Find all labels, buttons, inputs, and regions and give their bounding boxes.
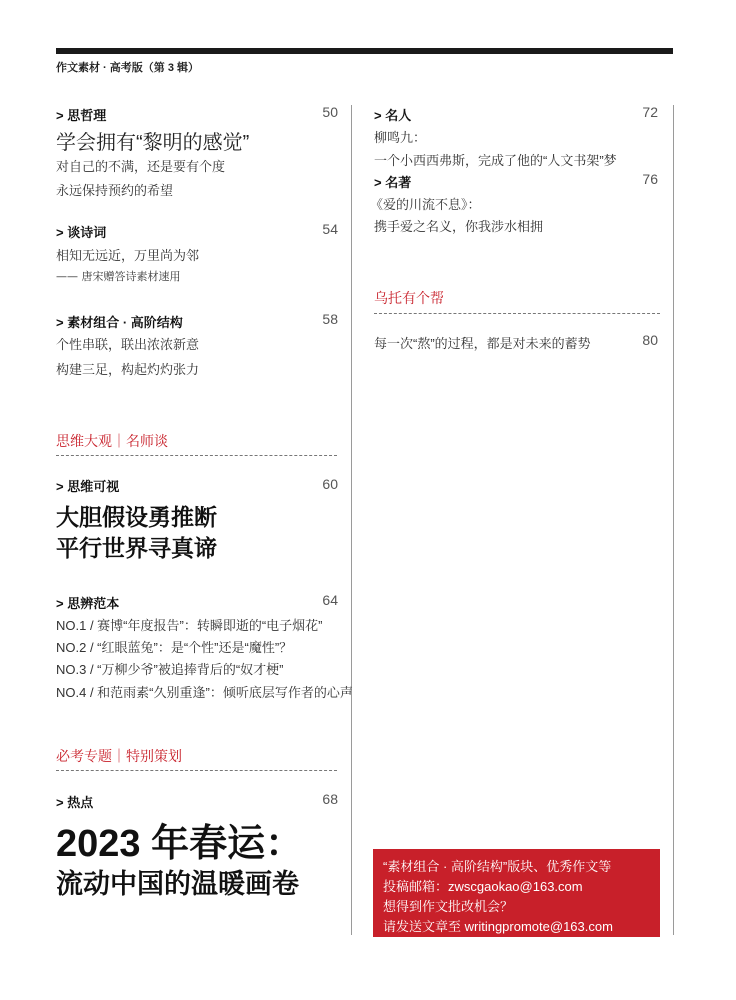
page-number: 50 bbox=[322, 104, 338, 120]
article-title[interactable]: NO.1 / 赛博“年度报告”：转瞬即逝的“电子烟花” bbox=[56, 618, 323, 633]
dashed-divider bbox=[56, 455, 337, 456]
section-heading-sucai: > 素材组合 · 高阶结构 bbox=[56, 315, 183, 330]
page-number: 54 bbox=[322, 221, 338, 237]
article-title[interactable]: 一个小西西弗斯，完成了他的“人文书架”梦 bbox=[374, 153, 617, 168]
feature-title[interactable]: 2023 年春运： bbox=[56, 823, 304, 865]
notice-line: 想得到作文批改机会？ bbox=[383, 899, 514, 914]
section-heading-mingren: > 名人 bbox=[374, 108, 412, 123]
notice-line: “素材组合 · 高阶结构”版块、优秀作文等 bbox=[383, 859, 612, 874]
section-heading-sibian: > 思辨范本 bbox=[56, 596, 120, 611]
page-number: 60 bbox=[322, 476, 338, 492]
right-edge-divider bbox=[673, 105, 674, 935]
article-title[interactable]: 《爱的川流不息》： bbox=[370, 197, 481, 212]
category-heading: 思维大观｜名师谈 bbox=[56, 433, 168, 449]
article-title[interactable]: 大胆假设勇推断 bbox=[56, 504, 217, 530]
article-title[interactable]: NO.3 / “万柳少爷”被追捧背后的“奴才梗” bbox=[56, 662, 284, 677]
article-title[interactable]: 构建三足，构起灼灼张力 bbox=[56, 362, 200, 377]
article-subline: 对自己的不满，还是要有个度 bbox=[56, 159, 226, 174]
section-heading-redian: > 热点 bbox=[56, 795, 94, 810]
article-subline: —— 唐宋赠答诗素材速用 bbox=[56, 270, 181, 283]
article-title[interactable]: NO.4 / 和范雨素“久别重逢”：倾听底层写作者的心声 bbox=[56, 685, 353, 700]
page-number: 80 bbox=[642, 332, 658, 348]
article-title[interactable]: NO.2 / “红眼蓝兔”：是“个性”还是“魔性”？ bbox=[56, 640, 293, 655]
category-heading: 必考专题｜特别策划 bbox=[56, 748, 182, 764]
page-number: 72 bbox=[642, 104, 658, 120]
page-number: 68 bbox=[322, 791, 338, 807]
dashed-divider bbox=[56, 770, 337, 771]
article-title[interactable]: 相知无远近，万里尚为邻 bbox=[56, 248, 200, 263]
category-heading: 乌托有个帮 bbox=[374, 290, 444, 306]
article-title[interactable]: 携手爱之名义，你我涉水相拥 bbox=[374, 219, 544, 234]
notice-email-line[interactable]: 投稿邮箱：zwscgaokao@163.com bbox=[383, 879, 583, 894]
section-heading-mingzhu: > 名著 bbox=[374, 175, 412, 190]
article-title[interactable]: 柳鸣九： bbox=[374, 130, 427, 145]
article-title[interactable]: 学会拥有“黎明的感觉” bbox=[56, 132, 250, 154]
notice-email-line[interactable]: 请发送文章至 writingpromote@163.com bbox=[383, 919, 613, 934]
article-title[interactable]: 个性串联，联出浓浓新意 bbox=[56, 337, 200, 352]
section-heading-keshi: > 思维可视 bbox=[56, 479, 120, 494]
page-number: 76 bbox=[642, 171, 658, 187]
running-header: 作文素材 · 高考版（第 3 辑） bbox=[56, 62, 200, 74]
section-heading-tanshici: > 谈诗词 bbox=[56, 225, 107, 240]
article-title[interactable]: 平行世界寻真谛 bbox=[56, 535, 217, 561]
page-number: 64 bbox=[322, 592, 338, 608]
column-divider bbox=[351, 105, 352, 935]
feature-subtitle[interactable]: 流动中国的温暖画卷 bbox=[56, 869, 299, 899]
dashed-divider bbox=[374, 313, 660, 314]
article-subline: 永远保持预约的希望 bbox=[56, 183, 174, 198]
page-number: 58 bbox=[322, 311, 338, 327]
section-heading-sizhexue: > 思哲理 bbox=[56, 108, 107, 123]
top-rule bbox=[56, 48, 673, 54]
article-title[interactable]: 每一次“熬”的过程，都是对未来的蓄势 bbox=[374, 336, 591, 351]
submission-notice-box bbox=[373, 849, 660, 937]
